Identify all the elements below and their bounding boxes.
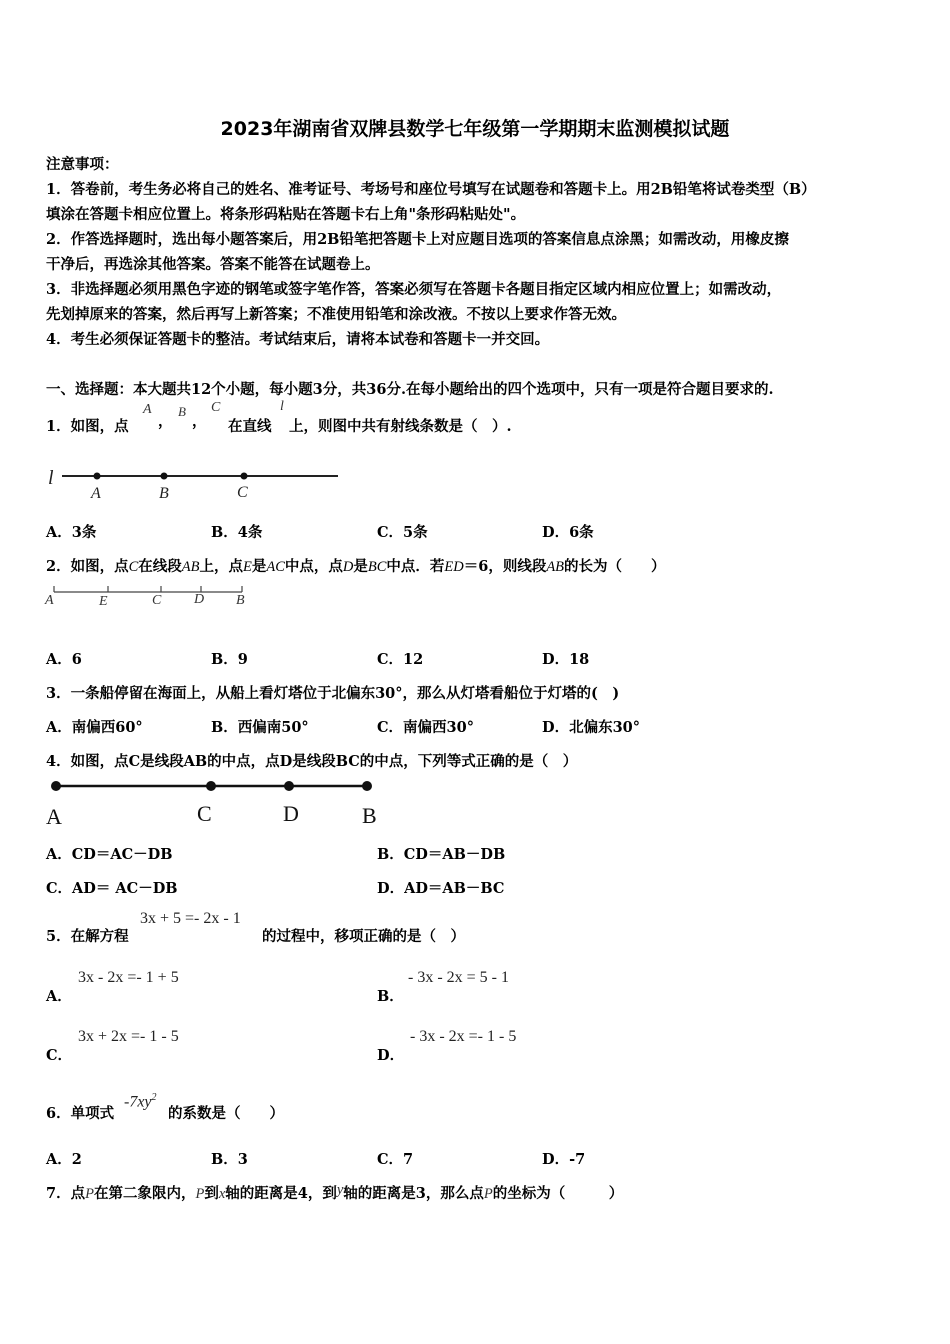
q2-var: ED (444, 559, 464, 575)
q7-text: 7．点 (46, 1185, 86, 1202)
q7-text: 轴的距离是3，那么点 (343, 1185, 484, 1202)
q2-option-c[interactable]: C．12 (377, 651, 424, 668)
q2-text: 是 (251, 558, 267, 575)
q1-option-a[interactable]: A．3条 (46, 524, 97, 541)
q1-line-l: l (280, 399, 284, 414)
point-a-dot (51, 781, 61, 791)
question-4-stem: 4．如图，点C是线段AB的中点，点D是线段BC的中点，下列等式正确的是（ ） (46, 753, 578, 770)
notice-heading: 注意事项： (46, 156, 119, 173)
q1-point-a: A (143, 402, 152, 417)
q2-var: AC (266, 559, 285, 575)
q3-option-c[interactable]: C．南偏西30° (377, 719, 474, 736)
q2-fig-label-b: B (236, 593, 245, 608)
q2-option-b[interactable]: B．9 (211, 651, 248, 668)
question-5-stem: 的过程中，移项正确的是（ ） (262, 928, 465, 945)
q7-var: y (336, 1182, 344, 1198)
point-d-dot (284, 781, 294, 791)
q6-option-c[interactable]: C．7 (377, 1151, 414, 1168)
q1-option-c[interactable]: C．5条 (377, 524, 428, 541)
q5-option-a-label[interactable]: A． (46, 988, 72, 1005)
q1-text: 在直线 (228, 418, 272, 435)
q5-option-c[interactable]: 3x + 2x =- 1 - 5 (78, 1028, 179, 1045)
q2-var: BC (367, 559, 387, 575)
q4-fig-label-a: A (46, 804, 62, 829)
q1-text: 1．如图，点 (46, 418, 129, 435)
q1-option-b[interactable]: B．4条 (211, 524, 263, 541)
q6-option-b[interactable]: B．3 (211, 1151, 248, 1168)
question-6-stem: 的系数是（ ） (168, 1105, 284, 1122)
q2-text: 上，点 (199, 558, 243, 575)
q7-text: 的坐标为（ ） (492, 1185, 624, 1202)
q2-text: ＝6，则线段 (463, 558, 547, 575)
q1-comma: ， (158, 413, 173, 430)
point-c-dot (241, 473, 248, 480)
q4-fig-label-b: B (362, 803, 377, 828)
q6-option-a[interactable]: A．2 (46, 1151, 82, 1168)
page-title: 2023年湖南省双牌县数学七年级第一学期期末监测模拟试题 (220, 118, 730, 140)
question-6-stem: 6．单项式 (46, 1105, 115, 1122)
q5-option-b[interactable]: - 3x - 2x = 5 - 1 (408, 969, 510, 986)
q2-text: 2．如图，点 (46, 558, 129, 575)
q3-option-b[interactable]: B．西偏南50° (211, 719, 309, 736)
point-a-dot (94, 473, 101, 480)
q1-point-c: C (211, 400, 221, 415)
q1-fig-label-b: B (159, 485, 169, 502)
q5-option-a[interactable]: 3x - 2x =- 1 + 5 (78, 969, 179, 986)
q2-text: 中点．若 (386, 558, 445, 575)
q2-option-a[interactable]: A．6 (46, 651, 82, 668)
notice-line: 1．答卷前，考生务必将自己的姓名、准考证号、考场号和座位号填写在试题卷和答题卡上。用2B铅笔将试卷类型（B） (46, 181, 816, 198)
section-heading: 一、选择题：本大题共12个小题，每小题3分，共36分.在每小题给出的四个选项中，只有一项是符合题目要求的. (46, 381, 774, 398)
point-b-dot (362, 781, 372, 791)
q2-var: AB (546, 559, 565, 575)
q2-var: D (342, 559, 354, 575)
q4-option-b[interactable]: B．CD＝AB－DB (377, 846, 506, 863)
q1-comma: ， (192, 413, 207, 430)
q2-figure (44, 582, 254, 602)
q2-var: C (128, 559, 139, 575)
q7-var: P (483, 1186, 493, 1202)
question-2-stem (46, 555, 666, 576)
question-5-stem: 5．在解方程 (46, 928, 129, 945)
notice-line: 先划掉原来的答案，然后再写上新答案；不准使用铅笔和涂改液。不按以上要求作答无效。 (46, 306, 626, 323)
q1-text: 上，则图中共有射线条数是（ ）. (289, 418, 512, 435)
q4-option-a[interactable]: A．CD＝AC－DB (46, 846, 173, 863)
q2-text: 在线段 (138, 558, 182, 575)
q2-fig-label-e: E (99, 594, 108, 609)
q1-option-d[interactable]: D．6条 (542, 524, 594, 541)
question-3-stem: 3．一条船停留在海面上，从船上看灯塔位于北偏东30°，那么从灯塔看船位于灯塔的( ) (46, 685, 620, 702)
notice-line: 2．作答选择题时，选出每小题答案后，用2B铅笔把答题卡上对应题目选项的答案信息点涂黑；如需改动，用橡皮擦 (46, 231, 789, 248)
q4-figure (44, 776, 384, 796)
question-1-stem (46, 415, 129, 436)
q5-option-d[interactable]: - 3x - 2x =- 1 - 5 (410, 1028, 517, 1045)
question-7-stem (46, 1182, 623, 1203)
q6-monomial (124, 1092, 157, 1111)
q1-fig-label-c: C (237, 484, 248, 501)
q4-option-c[interactable]: C．AD＝ AC－DB (46, 880, 178, 897)
q4-fig-label-c: C (197, 801, 212, 826)
q5-option-b-label[interactable]: B． (377, 988, 404, 1005)
q6-option-d[interactable]: D．-7 (542, 1151, 586, 1168)
q5-option-c-label[interactable]: C． (46, 1047, 73, 1064)
q7-var: P (85, 1186, 94, 1202)
notice-line: 干净后，再选涂其他答案。答案不能答在试题卷上。 (46, 256, 380, 273)
point-b-dot (161, 473, 168, 480)
q6-monomial-exponent: 2 (151, 1092, 157, 1103)
point-c-dot (206, 781, 216, 791)
q1-fig-label-a: A (91, 485, 101, 502)
notice-line: 填涂在答题卡相应位置上。将条形码粘贴在答题卡右上角"条形码粘贴处"。 (46, 206, 526, 223)
q2-fig-label-c: C (152, 593, 162, 608)
q2-text: 中点，点 (284, 558, 343, 575)
q3-option-d[interactable]: D．北偏东30° (542, 719, 641, 736)
q7-var: x (218, 1186, 226, 1202)
q2-var: AB (181, 559, 200, 575)
q7-text: 轴的距离是4，到 (225, 1185, 337, 1202)
q2-option-d[interactable]: D．18 (542, 651, 590, 668)
q5-option-d-label[interactable]: D． (377, 1047, 405, 1064)
q6-monomial-base: -7xy (124, 1093, 152, 1111)
q2-var: E (242, 559, 252, 575)
notice-line: 3．非选择题必须用黑色字迹的钢笔或签字笔作答，答案必须写在答题卡各题目指定区域内相应位置上；如需改动， (46, 281, 782, 298)
q2-fig-label-d: D (194, 592, 205, 607)
q7-text: 在第二象限内， (93, 1185, 196, 1202)
q7-text: 到 (204, 1185, 219, 1202)
q4-fig-label-d: D (283, 801, 299, 826)
q7-var: P (195, 1186, 205, 1202)
q2-fig-label-a: A (45, 593, 54, 608)
q1-figure (40, 462, 350, 507)
q4-option-d[interactable]: D．AD＝AB－BC (377, 880, 505, 897)
notice-line: 4．考生必须保证答题卡的整洁。考试结束后，请将本试卷和答题卡一并交回。 (46, 331, 550, 348)
q2-text: 是 (353, 558, 368, 575)
q1-fig-label-l: l (48, 467, 54, 489)
q2-text: 的长为（ ） (564, 558, 666, 575)
q3-option-a[interactable]: A．南偏西60° (46, 719, 143, 736)
q5-equation: 3x + 5 =- 2x - 1 (140, 910, 241, 927)
q1-point-b: B (178, 404, 186, 419)
